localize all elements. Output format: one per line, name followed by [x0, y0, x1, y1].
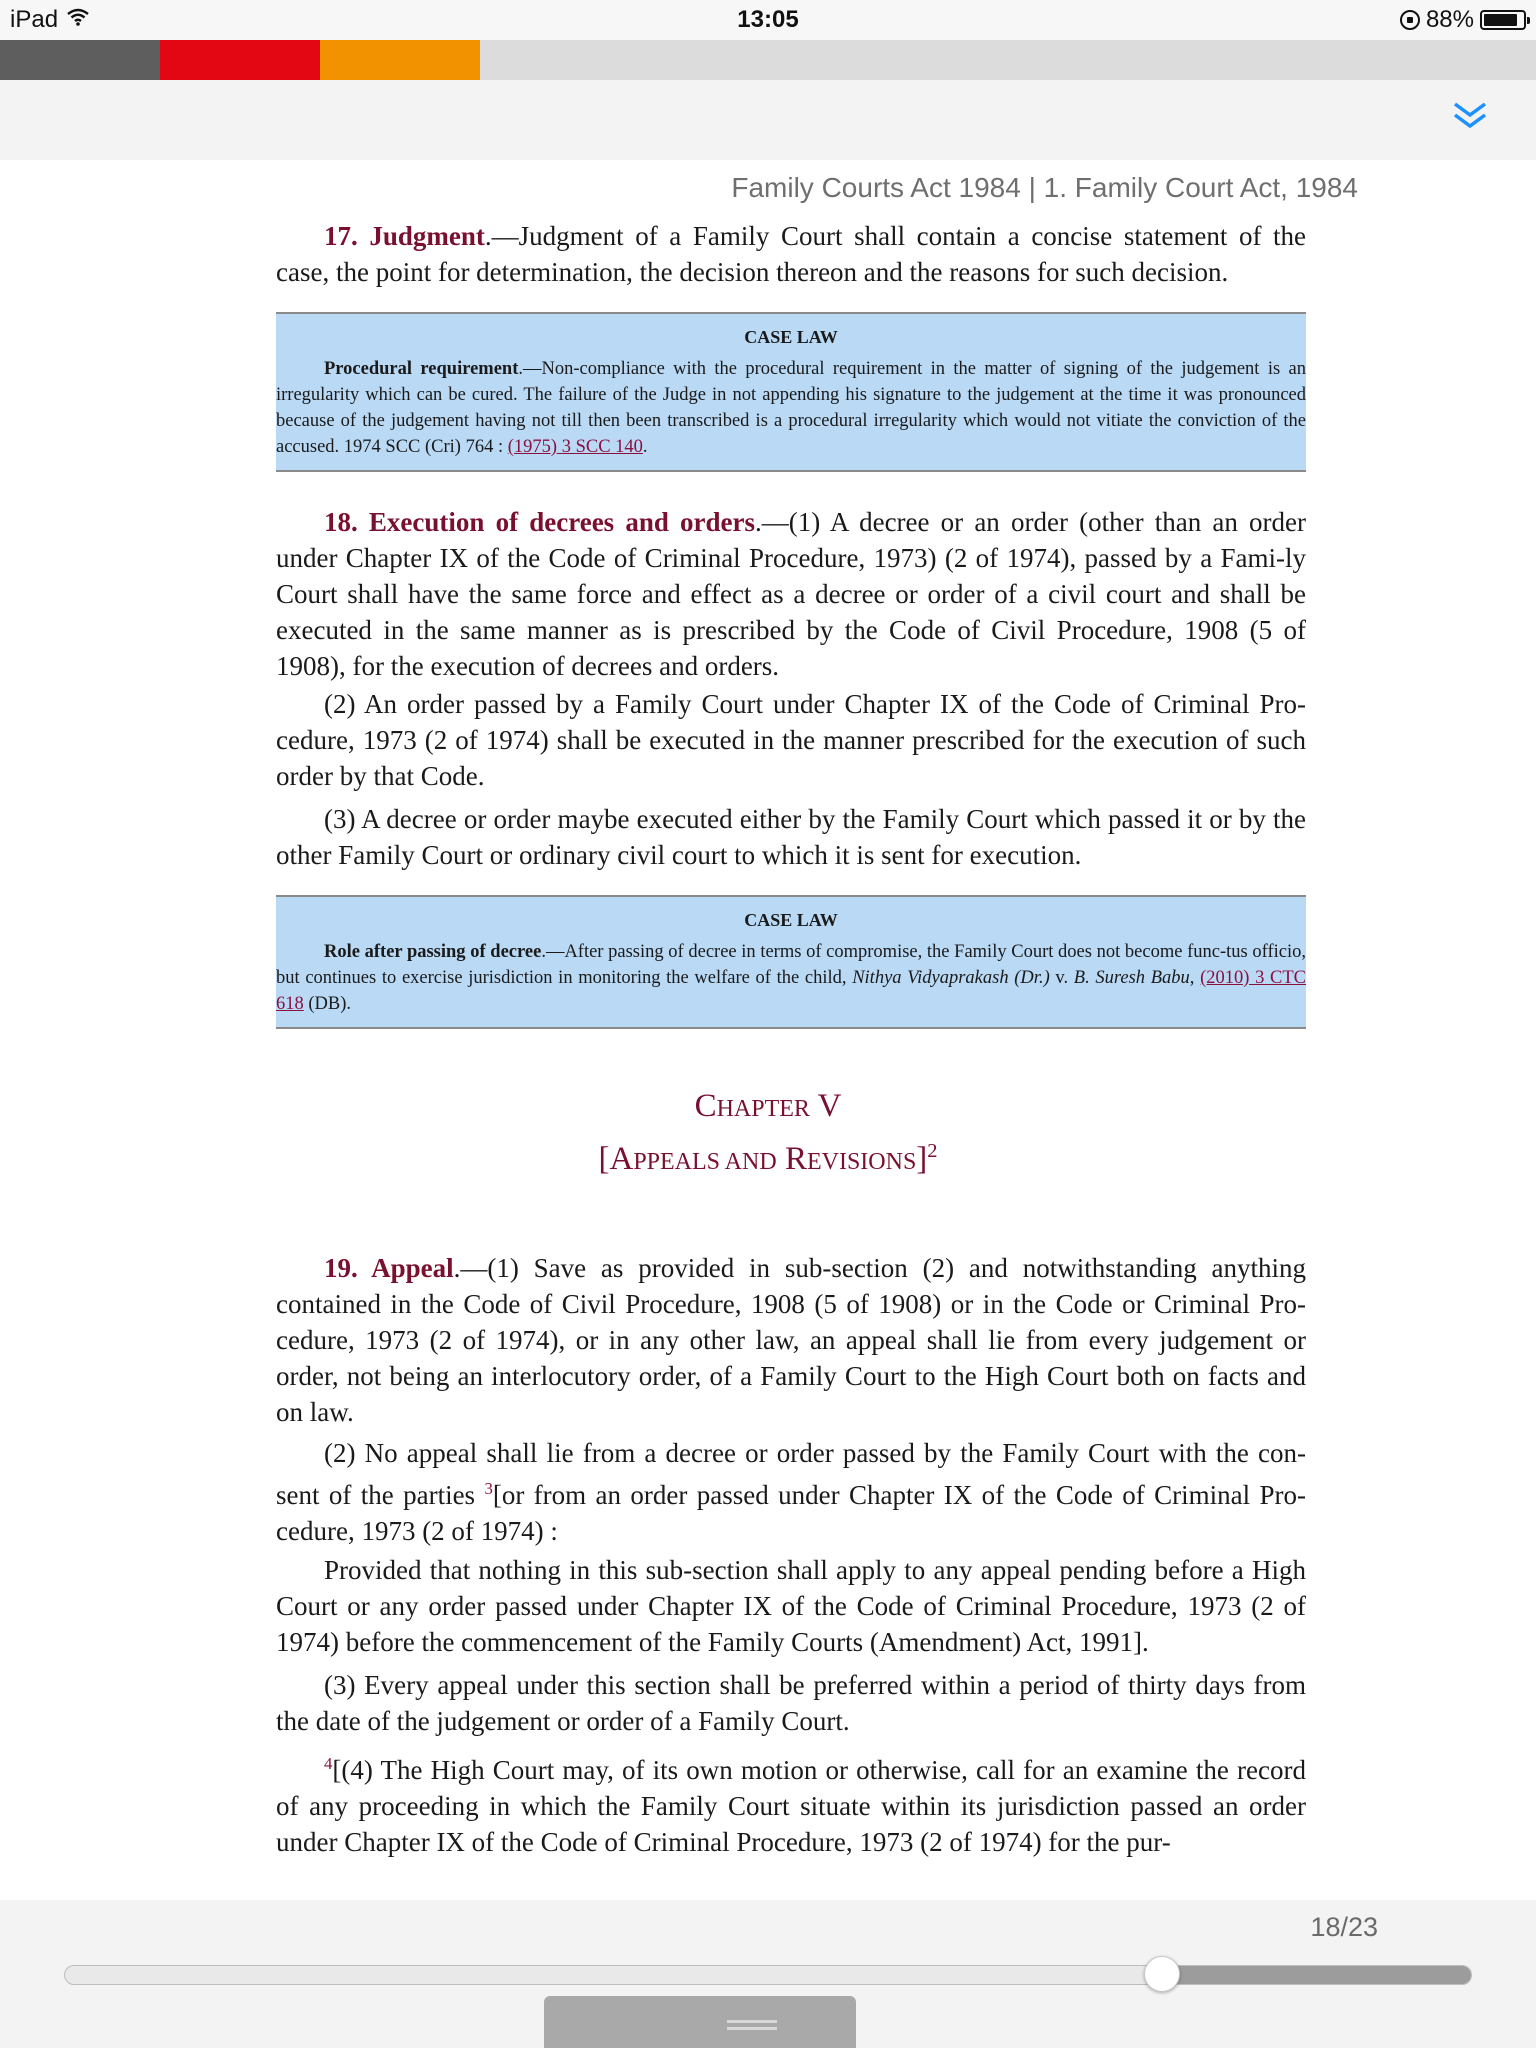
reader-toolbar	[0, 80, 1536, 160]
section-17-heading: 17. Judgment	[324, 221, 485, 251]
title-cap-a: A	[609, 1141, 634, 1177]
section-18-text-1: (1) A decree or an order (other than an order under Chapter IX of the Code of Criminal Procedure, 1973) (2 of 1974), passed by a Fami-ly Court shall have the same force and effect as a decree or order of a civil court and shall be executed in the same manner as is prescribed by the Code of Civil Procedure, 1908 (5 of 1908), for the execution of decrees and orders.	[276, 507, 1306, 681]
grip-line	[727, 2027, 777, 2030]
title-cap-r: R	[776, 1141, 807, 1177]
chapter-number	[0, 1088, 1536, 1125]
color-strip	[0, 40, 1536, 80]
status-bar-left	[10, 6, 90, 34]
case-name-2: B. Suresh Babu	[1073, 968, 1190, 988]
title-smallcaps-a: PPEALS AND	[633, 1149, 777, 1175]
battery-icon	[1480, 10, 1526, 30]
bracket-close: ]	[916, 1141, 928, 1177]
section-17	[276, 218, 1306, 290]
orientation-lock-icon	[1400, 10, 1420, 30]
color-segment-red	[160, 40, 320, 80]
bottom-navigation-bar	[0, 1900, 1536, 2048]
page-slider-thumb[interactable]	[1144, 1956, 1180, 1992]
citation-link[interactable]: (2010) 3 CTC 618	[276, 968, 1306, 1014]
footnote-marker[interactable]: 4	[324, 1754, 333, 1773]
wifi-icon	[66, 6, 90, 34]
device-label: iPad	[10, 6, 59, 33]
section-19-text-2b: [or from an order passed under Chapter IX of the Code of Criminal Pro-cedure, 1973 (2 of 1974) :	[276, 1480, 1306, 1546]
case-comma: ,	[1189, 968, 1201, 988]
section-19-text-4: [(4) The High Court may, of its own motion or otherwise, call for an examine the record of any proceeding in which the Family Court situate within its jurisdiction passed an order under Chapter IX of the Code of Criminal Procedure, 1973 (2 of 1974) for the pur-	[276, 1755, 1306, 1857]
section-19-text-2a: (2) No appeal shall lie from a decree or order passed by the Family Court with the con-sent of the parties	[276, 1438, 1306, 1510]
footnote-marker[interactable]: 2	[927, 1140, 938, 1162]
section-17-dash: .—	[484, 221, 519, 251]
chapter-title	[0, 1140, 1536, 1178]
section-18-para-3: (3) A decree or order maybe executed either by the Family Court which passed it or by the other Family Court or ordinary civil court to which it is sent for execution.	[276, 804, 1306, 870]
case-law-body: After passing of decree in terms of compromise, the Family Court does not become func-tus officio, but continues to exercise jurisdiction in monitoring the welfare of the child,	[276, 942, 1306, 988]
case-law-dash: .—	[541, 942, 565, 962]
color-segment-orange	[320, 40, 480, 80]
case-law-heading: Procedural requirement	[324, 359, 519, 379]
section-19-heading: 19. Appeal	[324, 1253, 454, 1283]
section-19-para-2	[276, 1435, 1306, 1549]
section-19-dash: .—	[453, 1253, 488, 1283]
case-name-1: Nithya Vidyaprakash (Dr.)	[852, 968, 1050, 988]
battery-percent: 88%	[1425, 6, 1474, 33]
case-law-text	[276, 939, 1306, 1017]
color-segment-gray	[0, 40, 160, 80]
case-law-end: (DB).	[303, 994, 352, 1014]
case-law-text	[276, 356, 1306, 460]
section-18-dash: .—	[755, 507, 789, 537]
page-slider-remaining	[1161, 1966, 1471, 1984]
chapter-cap: C	[694, 1088, 717, 1124]
case-law-heading: Role after passing of decree	[324, 942, 542, 962]
battery-level	[1484, 14, 1517, 26]
case-law-dash: .—	[518, 359, 542, 379]
bracket-open: [	[598, 1141, 610, 1177]
footnote-marker[interactable]: 3	[484, 1479, 493, 1498]
title-smallcaps-r: EVISIONS	[806, 1149, 917, 1175]
document-page[interactable]	[0, 160, 1536, 1900]
section-19-para-1	[276, 1250, 1306, 1430]
case-law-title: CASE LAW	[744, 910, 838, 930]
thumbnail-drawer-handle[interactable]	[544, 1996, 856, 2048]
case-law-box-1	[276, 312, 1306, 472]
case-versus: v.	[1049, 968, 1074, 988]
citation-link[interactable]: (1975) 3 SCC 140	[507, 437, 643, 457]
status-bar-right	[1400, 6, 1526, 34]
case-law-box-2	[276, 895, 1306, 1029]
section-18-heading: 18. Execution of decrees and orders	[324, 507, 756, 537]
section-19-proviso: Provided that nothing in this sub-section shall apply to any appeal pending before a High Court or any order passed under Chapter IX of the Code of Criminal Procedure, 1973 (2 of 1974) before the commencement of the Family Courts (Amendment) Act, 1991].	[276, 1555, 1306, 1657]
case-law-end: .	[642, 437, 648, 457]
grip-line	[727, 2020, 777, 2023]
case-law-body: Non-compliance with the procedural requirement in the matter of signing of the judgement is an irregularity which can be cured. The failure of the Judge in not appending his signature to the judgement at the time it was pronounced because of the judgement having not till then been transcribed is a procedural irregularity which would not vitiate the conviction of the accused. 1974 SCC (Cri) 764 :	[276, 359, 1306, 457]
clock: 13:05	[737, 6, 799, 33]
chapter-roman: V	[809, 1088, 842, 1124]
page-slider-track[interactable]	[64, 1965, 1472, 1985]
double-chevron-down-icon	[1452, 101, 1488, 131]
section-19-text-1: (1) Save as provided in sub-section (2) and notwithstanding anything contained in the Code of Civil Procedure, 1908 (5 of 1908) or in the Code or Criminal Pro-cedure, 1973 (2 of 1974), or in any other law, an appeal shall lie from every judgement or order, not being an interlocutory order, of a Family Court to the High Court both on facts and on law.	[276, 1253, 1306, 1427]
page-indicator: 18/23	[1310, 1912, 1378, 1942]
section-19-para-4	[276, 1746, 1306, 1860]
collapse-toolbar-button[interactable]	[1444, 90, 1496, 142]
section-18-para-1	[276, 504, 1306, 684]
case-law-title: CASE LAW	[744, 327, 838, 347]
section-19-para-3: (3) Every appeal under this section shall be preferred within a period of thirty days from the date of the judgement or order of a Family Court.	[276, 1670, 1306, 1736]
running-head: Family Courts Act 1984 | 1. Family Court Act, 1984	[731, 172, 1358, 203]
status-bar	[0, 0, 1536, 40]
section-18-para-2: (2) An order passed by a Family Court under Chapter IX of the Code of Criminal Pro-cedure, 1973 (2 of 1974) shall be executed in the manner prescribed for the execution of such order by that Code.	[276, 689, 1306, 791]
chapter-smallcaps: HAPTER	[716, 1096, 810, 1122]
section-17-text: Judgment of a Family Court shall contain a concise statement of the case, the point for determination, the decision thereon and the reasons for such decision.	[276, 221, 1307, 287]
